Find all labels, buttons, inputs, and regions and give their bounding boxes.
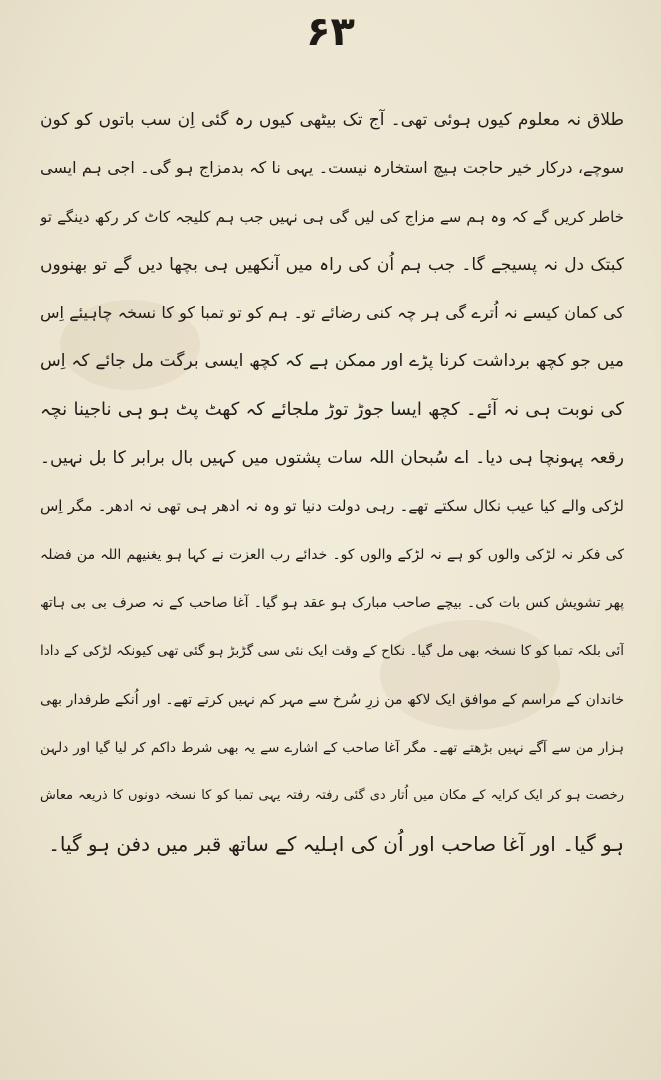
text-line: میں جو کچھ برداشت کرنا پڑے اور ممکن ہے کہ کچھ ایسی برگت مل جائے کہ اِس	[40, 351, 624, 372]
text-line: کی نوبت ہی نہ آئے۔ کچھ ایسا جوڑ توڑ ملجائے کہ کھٹ پٹ ہو ہی ناجینا نچہ	[40, 398, 624, 420]
text-line: آئی بلکہ تمبا کو کا نسخہ بھی مل گیا۔ نکاح کے وقت ایک نئی سی گڑبڑ ہو گئی تھی کیونکہ لڑکی کے دادا	[40, 643, 624, 660]
text-line: سوچے، درکار خیر حاجت ہیچ استخارہ نیست۔ یہی نا کہ بدمزاج ہو گی۔ اجی ہم ایسی	[40, 158, 624, 178]
body-text	[40, 96, 624, 869]
text-line: طلاق نہ معلوم کیوں ہوئی تھی۔ آج تک بیٹھی کیوں رہ گئی اِن سب باتوں کو کون	[40, 110, 624, 130]
text-line: کی کمان کیسے نہ اُترے گی ہر چہ کنی رضائے تو۔ ہم کو تو تمبا کو کا نسخہ چاہیئے اِس	[40, 303, 624, 323]
text-line: کبتک دل نہ پسیجے گا۔ جب ہم اُن کی راہ میں آنکھیں ہی بچھا دیں گے تو بھنووں	[40, 254, 624, 275]
text-line: خاطر کریں گے کہ وہ ہم سے مزاج کی لیں گی ہی نہیں جب ہم کلیجہ کاٹ کر رکھ دینگے تو	[40, 207, 624, 226]
text-line: خاندان کے مراسم کے موافق ایک لاکھ من زرِ سُرخ سے مہر کم نہیں کرتے تھے۔ اور اُنکے طرفدار بھی	[40, 691, 624, 708]
text-line: کی فکر نہ لڑکی والوں کو ہے نہ لڑکے والوں کو۔ خدائے رب العزت نے کہا ہو یغنیھم اللہ من فضلہ	[40, 546, 624, 563]
text-line: پھر تشویش کس بات کی۔ بیچے صاحب مبارک ہو عقد ہو گیا۔ آغا صاحب کے نہ صرف بی بی ہاتھ	[40, 594, 624, 611]
text-line-last: ہو گیا۔ اور آغا صاحب اور اُن کی اہلیہ کے ساتھ قبر میں دفن ہو گیا۔	[48, 832, 624, 857]
text-line: رخصت ہو کر ایک کرایہ کے مکان میں اُتار دی گئی رفتہ رفتہ یہی تمبا کو کا نسخہ دونوں کا ذریعہ معاش	[40, 788, 624, 804]
text-line: لڑکی والے کیا عیب نکال سکتے تھے۔ رہی دولت دنیا تو وہ نہ ادھر ہی تھی نہ ادھر۔ مگر اِس	[40, 497, 624, 516]
text-line: رقعہ پہونچا ہی دیا۔ اے سُبحان اللہ سات پشتوں میں کہیں بال برابر کا بل نہیں۔	[40, 448, 624, 469]
text-line: ہزار من سے آگے نہیں بڑھتے تھے۔ مگر آغا صاحب کے اشارے سے یہ بھی شرط داکم کر لیا گیا اور دلہن	[40, 739, 624, 756]
page-number: ۶۳	[306, 9, 355, 55]
